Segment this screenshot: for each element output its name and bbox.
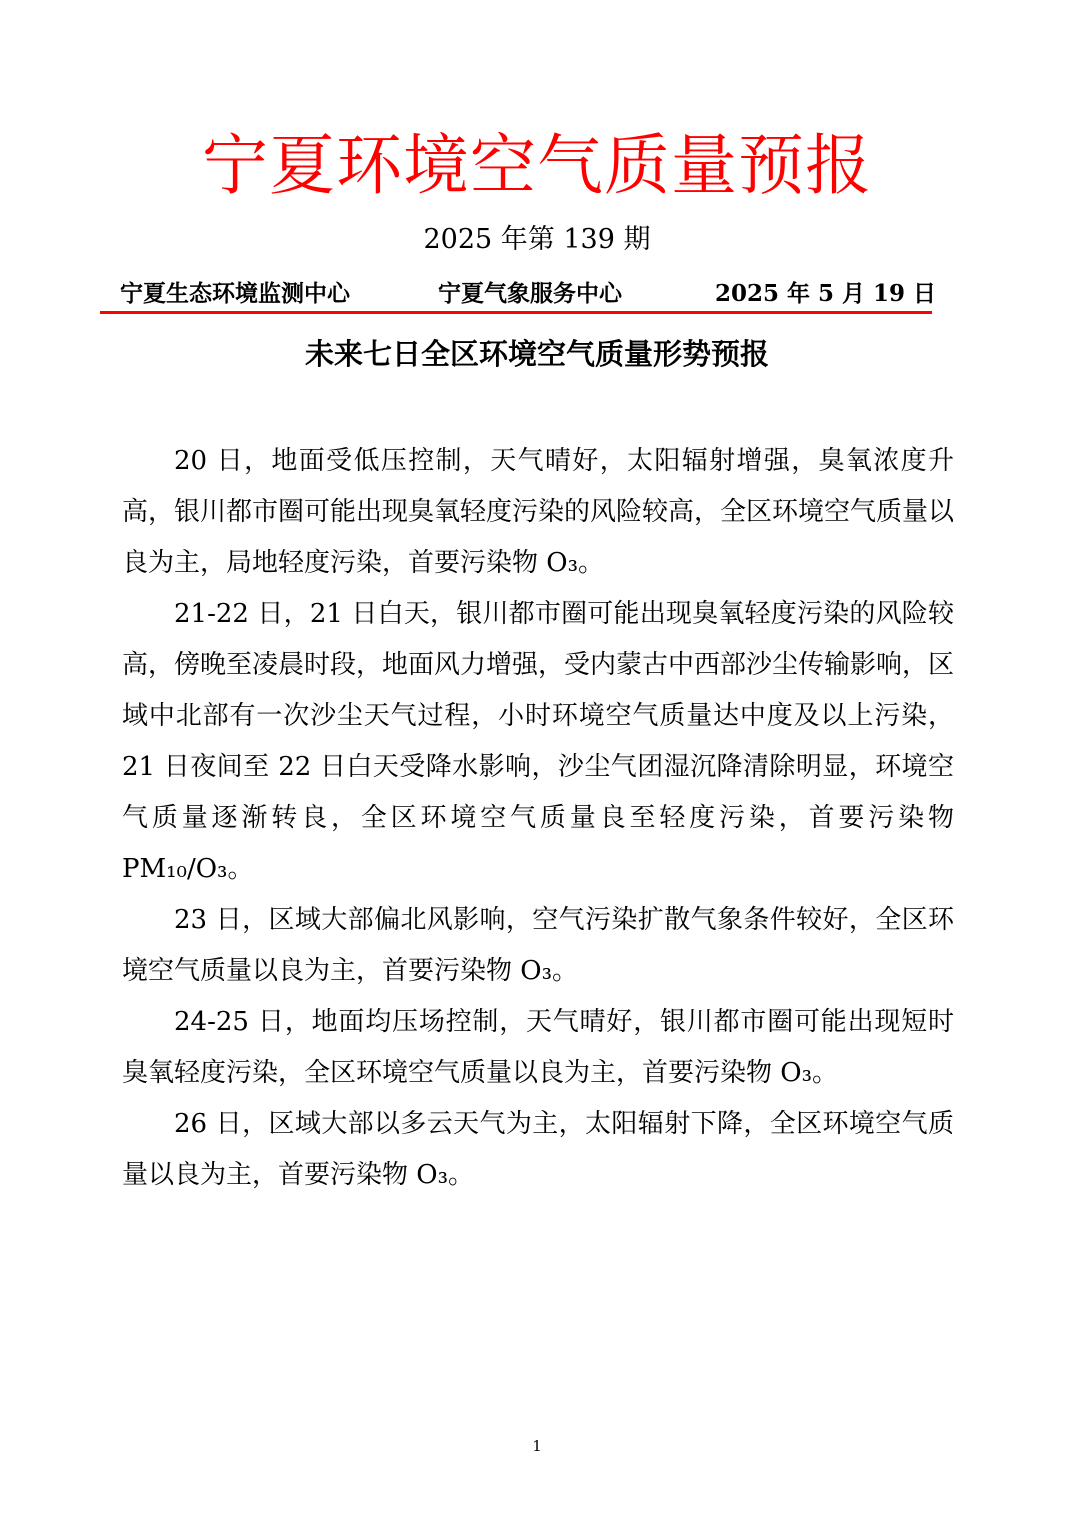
forecast-paragraph-20: 20 日，地面受低压控制，天气晴好，太阳辐射增强，臭氧浓度升高，银川都市圈可能出现臭氧轻度污染的风险较高，全区环境空气质量以良为主，局地轻度污染，首要污染物 O₃。 (122, 446, 955, 578)
forecast-paragraph-26: 26 日，区域大部以多云天气为主，太阳辐射下降，全区环境空气质量以良为主，首要污染物 O₃。 (122, 1109, 954, 1190)
page-number: 1 (532, 1437, 542, 1455)
masthead-title: 宁夏环境空气质量预报 (202, 127, 872, 204)
document-headline: 未来七日全区环境空气质量形势预报 (304, 337, 769, 371)
publish-date: 2025 年 5 月 19 日 (714, 280, 936, 307)
publisher-row (120, 276, 936, 312)
forecast-paragraph-24-25: 24-25 日，地面均压场控制，天气晴好，银川都市圈可能出现短时臭氧轻度污染，全区环境空气质量以良为主，首要污染物 O₃。 (122, 1007, 954, 1088)
forecast-paragraph-23: 23 日，区域大部偏北风影响，空气污染扩散气象条件较好，全区环境空气质量以良为主，首要污染物 O₃。 (122, 905, 954, 986)
publisher-weather-service: 宁夏气象服务中心 (438, 280, 622, 307)
issue-number: 2025 年第 139 期 (423, 224, 651, 255)
forecast-body (122, 436, 954, 1201)
forecast-paragraph-21-22: 21-22 日，21 日白天，银川都市圈可能出现臭氧轻度污染的风险较高，傍晚至凌晨时段，地面风力增强，受内蒙古中西部沙尘传输影响，区域中北部有一次沙尘天气过程，小时环境空气质量达中度及以上污染，21 日夜间至 22 日白天受降水影响，沙尘气团湿沉降清除明显，环境空气质量逐渐转良，全区环境空气质量良至轻度污染，首要污染物 PM₁₀/O₃。 (122, 599, 955, 884)
red-divider-line (100, 311, 932, 314)
publisher-monitoring-center: 宁夏生态环境监测中心 (120, 280, 350, 307)
